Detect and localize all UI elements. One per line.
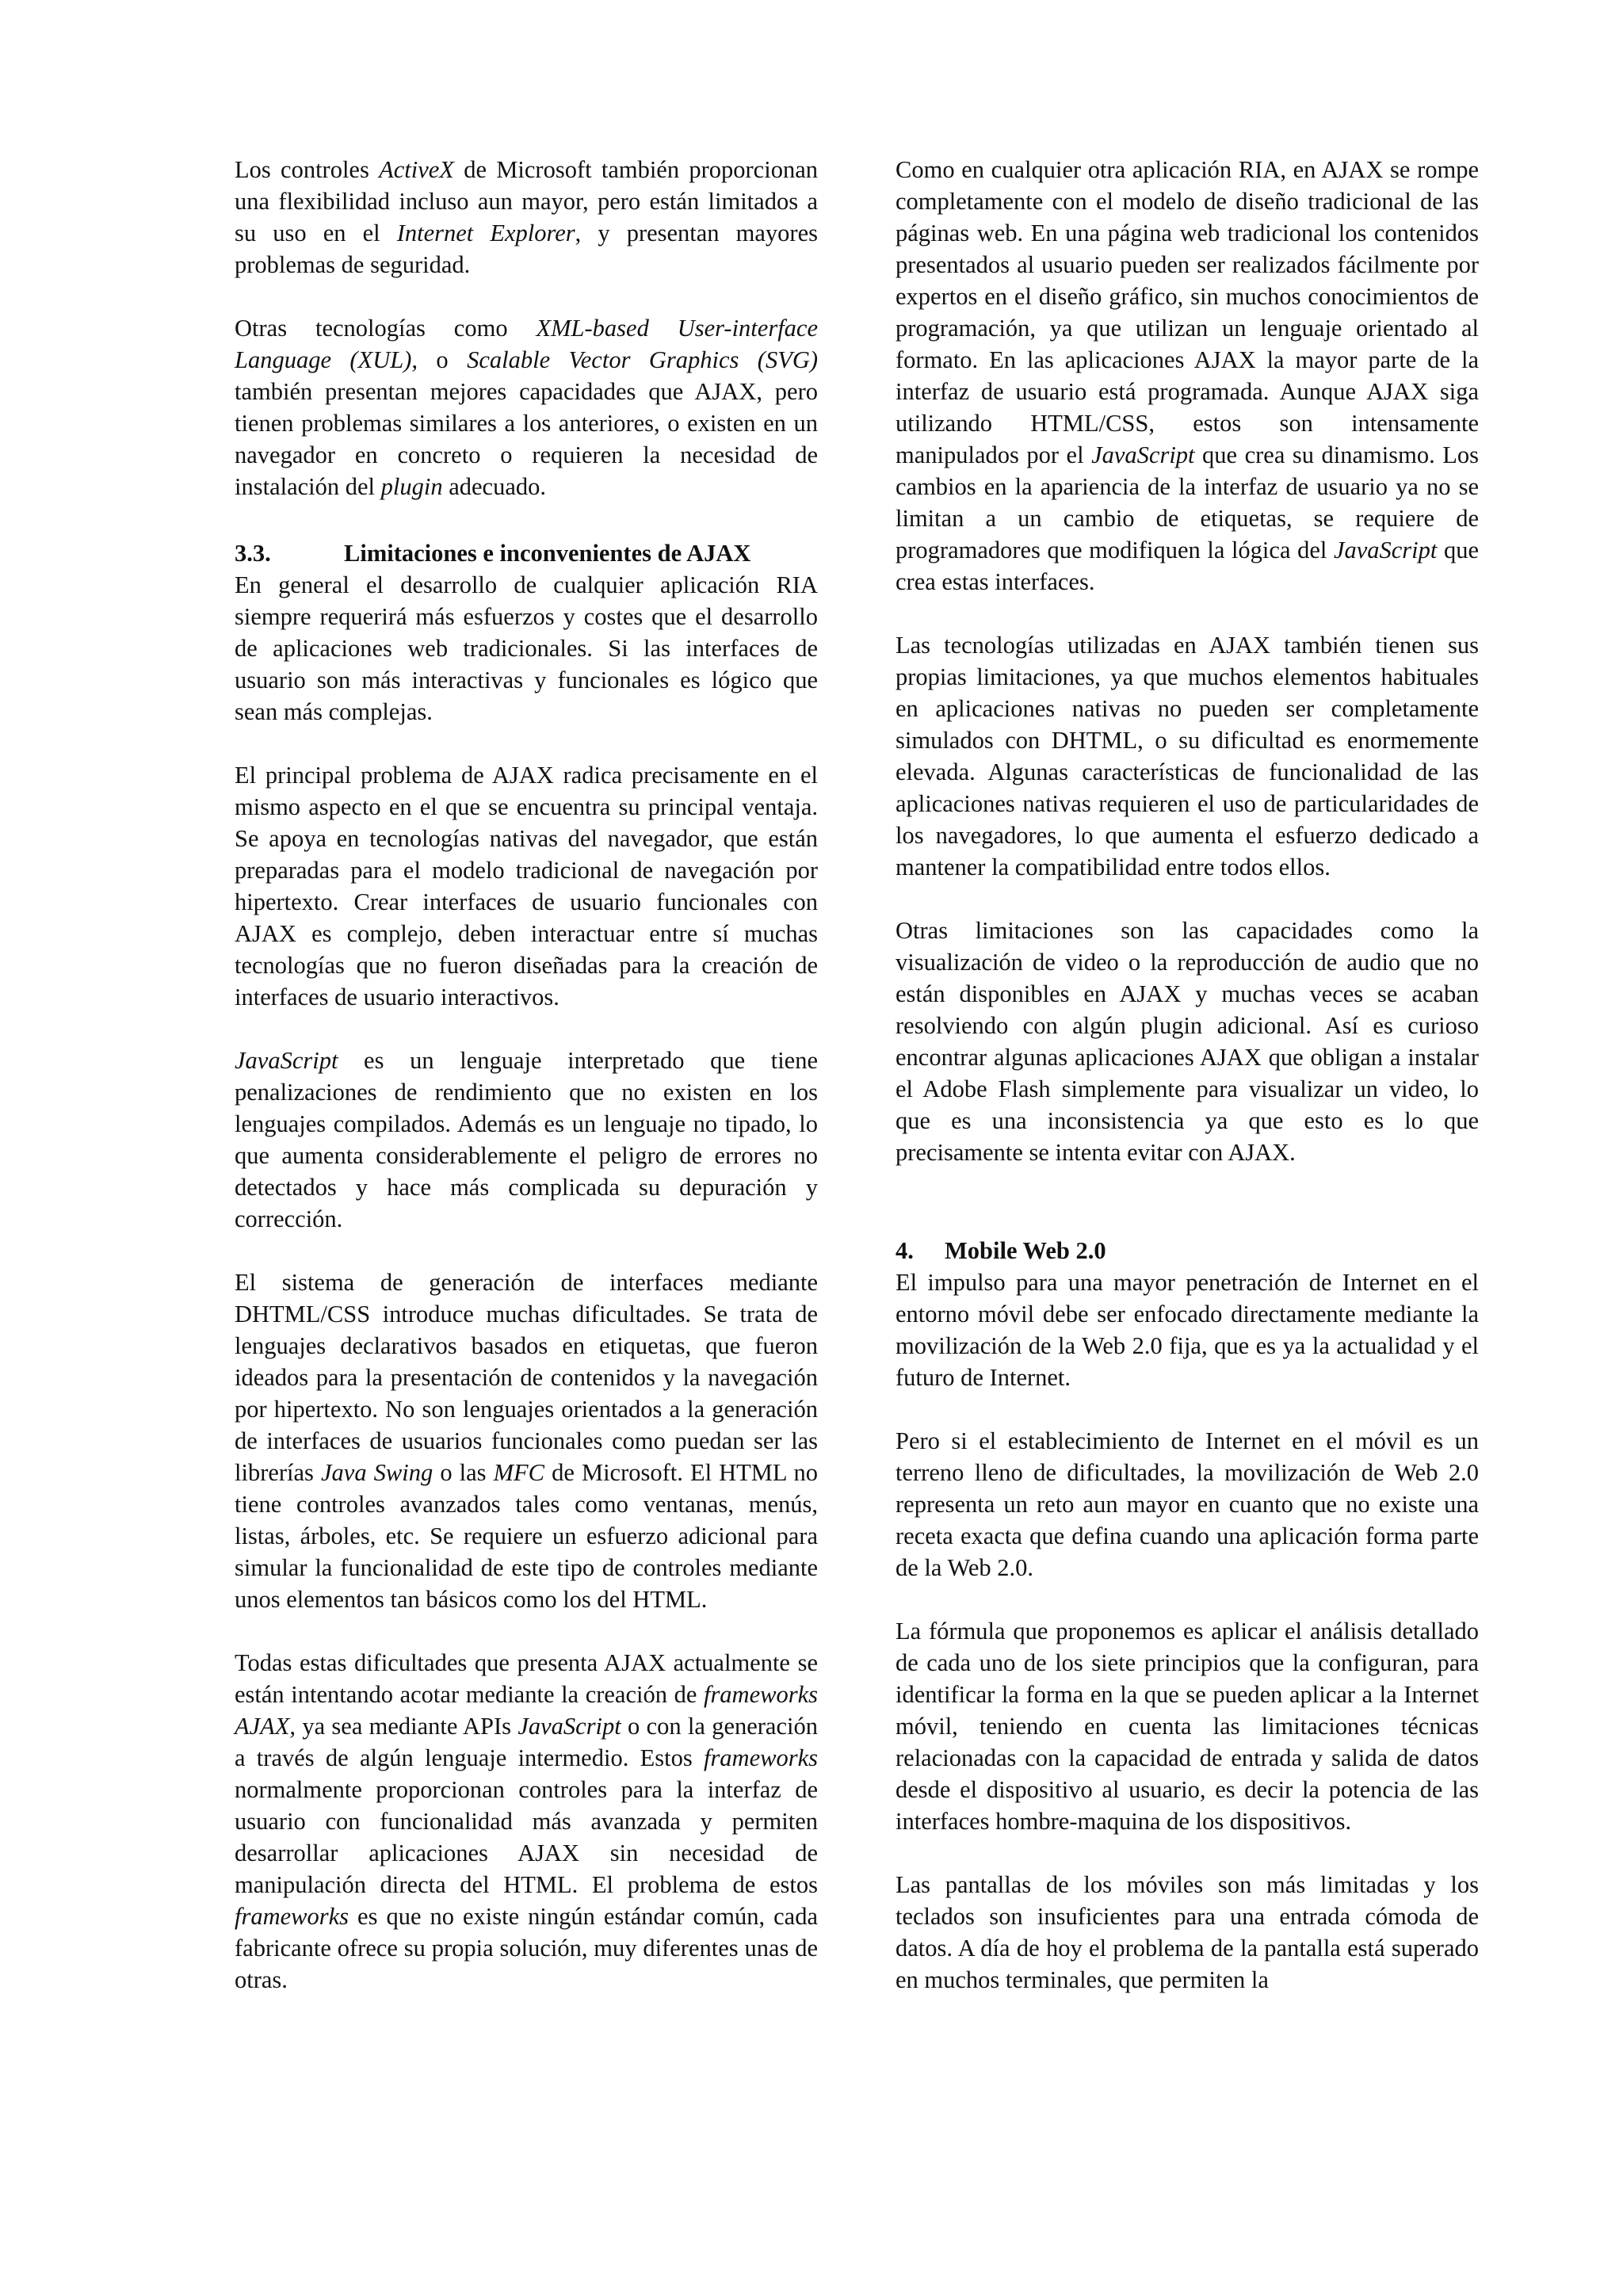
italic-term: JavaScript xyxy=(517,1713,621,1740)
italic-term: ActiveX xyxy=(379,156,454,183)
section-title: Limitaciones e inconvenientes de AJAX xyxy=(344,540,751,567)
italic-term: Scalable Vector Graphics (SVG) xyxy=(467,346,819,373)
paragraph: El sistema de generación de interfaces mediante DHTML/CSS introduce muchas dificultades. Se trata de lenguajes declarativos basados en etiquetas, que fueron ideados para la presentación de contenidos y la navegación por hipertexto. No son lenguajes orientados a la generación de interfaces de usuarios funcionales como puedan ser las librerías Java Swing o las MFC de Microsoft. El HTML no tiene controles avanzados tales como ventanas, menús, listas, árboles, etc. Se requiere un esfuerzo adicional para simular la funcionalidad de este tipo de controles mediante unos elementos tan básicos como los del HTML. xyxy=(235,1269,818,1613)
paragraph: Todas estas dificultades que presenta AJAX actualmente se están intentando acotar mediante la creación de frameworks AJAX, ya sea mediante APIs JavaScript o con la generación a través de algún lenguaje intermedio. Estos frameworks normalmente proporcionan controles para la interfaz de usuario con funcionalidad más avanzada y permiten desarrollar aplicaciones AJAX sin necesidad de manipulación directa del HTML. El problema de estos frameworks es que no existe ningún estándar común, cada fabricante ofrece su propia solución, muy diferentes unas de otras. xyxy=(235,1649,818,1993)
section-number: 3.3. xyxy=(235,540,271,567)
paragraph: La fórmula que proponemos es aplicar el análisis detallado de cada uno de los siete principios que la configuran, para identificar la forma en la que se pueden aplicar a la Internet móvil, teniendo en cuenta las limitaciones técnicas relacionadas con la capacidad de entrada y salida de datos desde el dispositivo al usuario, es decir la potencia de las interfaces hombre-maquina de los dispositivos. xyxy=(896,1618,1479,1835)
paragraph: El principal problema de AJAX radica precisamente en el mismo aspecto en el que se encuentra su principal ventaja. Se apoya en tecnologías nativas del navegador, que están preparadas para el modelo tradicional de navegación por hipertexto. Crear interfaces de usuario funcionales con AJAX es complejo, deben interactuar entre sí muchas tecnologías que no fueron diseñadas para la creación de interfaces de usuario interactivos. xyxy=(235,762,818,1010)
left-column xyxy=(235,154,818,1996)
right-column xyxy=(896,154,1479,1996)
paragraph: Las tecnologías utilizadas en AJAX también tienen sus propias limitaciones, ya que muchos elementos habituales en aplicaciones nativas no pueden ser completamente simulados con DHTML, o su dificultad es enormemente elevada. Algunas características de funcionalidad de las aplicaciones nativas requieren el uso de particularidades de los navegadores, lo que aumenta el esfuerzo dedicado a mantener la compatibilidad entre todos ellos. xyxy=(896,632,1479,881)
section-number: 4. xyxy=(896,1237,914,1264)
section-heading-4 xyxy=(896,1235,1479,1266)
section-heading-3-3 xyxy=(235,537,818,569)
paragraph: El impulso para una mayor penetración de Internet en el entorno móvil debe ser enfocado directamente mediante la movilización de la Web 2.0 fija, que es ya la actualidad y el futuro de Internet. xyxy=(896,1269,1479,1391)
paragraph: Como en cualquier otra aplicación RIA, en AJAX se rompe completamente con el modelo de diseño tradicional de las páginas web. En una página web tradicional los contenidos presentados al usuario pueden ser realizados fácilmente por expertos en el diseño gráfico, sin muchos conocimientos de programación, ya que utilizan un lenguaje orientado al formato. En las aplicaciones AJAX la mayor parte de la interfaz de usuario está programada. Aunque AJAX siga utilizando HTML/CSS, estos son intensamente manipulados por el JavaScript que crea su dinamismo. Los cambios en la apariencia de la interfaz de usuario ya no se limitan a un cambio de etiquetas, se requiere de programadores que modifiquen la lógica del JavaScript que crea estas interfaces. xyxy=(896,156,1480,595)
paragraph: Otras limitaciones son las capacidades como la visualización de video o la reproducción de audio que no están disponibles en AJAX y muchas veces se acaban resolviendo con algún plugin adicional. Así es curioso encontrar algunas aplicaciones AJAX que obligan a instalar el Adobe Flash simplemente para visualizar un video, lo que es una inconsistencia ya que esto es lo que precisamente se intenta evitar con AJAX. xyxy=(896,917,1479,1166)
paragraph: Los controles ActiveX de Microsoft también proporcionan una flexibilidad incluso aun mayor, pero están limitados a su uso en el Internet Explorer, y presentan mayores problemas de seguridad. xyxy=(235,156,818,278)
italic-term: XML-based User-interface Language (XUL), xyxy=(235,315,818,373)
italic-term: Java Swing xyxy=(321,1459,433,1486)
italic-term: MFC xyxy=(493,1459,545,1486)
italic-term: frameworks xyxy=(703,1744,818,1771)
italic-term: JavaScript xyxy=(1091,441,1195,468)
italic-term: Internet Explorer xyxy=(396,220,575,246)
paragraph: Las pantallas de los móviles son más limitadas y los teclados son insuficientes para una entrada cómoda de datos. A día de hoy el problema de la pantalla está superado en muchos terminales, que permiten la xyxy=(896,1871,1479,1993)
paragraph: JavaScript es un lenguaje interpretado que tiene penalizaciones de rendimiento que no existen en los lenguajes compilados. Además es un lenguaje no tipado, lo que aumenta considerablemente el peligro de errores no detectados y hace más complicada su depuración y corrección. xyxy=(235,1047,818,1232)
paragraph: En general el desarrollo de cualquier aplicación RIA siempre requerirá más esfuerzos y costes que el desarrollo de aplicaciones web tradicionales. Si las interfaces de usuario son más interactivas y funcionales es lógico que sean más complejas. xyxy=(235,571,818,725)
italic-term: frameworks xyxy=(235,1903,349,1930)
italic-term: frameworks AJAX, xyxy=(235,1681,818,1740)
paragraph: Pero si el establecimiento de Internet en el móvil es un terreno lleno de dificultades, la movilización de Web 2.0 representa un reto aun mayor en cuanto que no existe una receta exacta que defina cuando una aplicación forma parte de la Web 2.0. xyxy=(896,1427,1479,1581)
italic-term: JavaScript xyxy=(1333,537,1438,563)
italic-term: plugin xyxy=(380,473,443,500)
section-title: Mobile Web 2.0 xyxy=(945,1237,1106,1264)
paragraph: Otras tecnologías como XML-based User-interface Language (XUL), o Scalable Vector Graphics (SVG) también presentan mejores capacidades que AJAX, pero tienen problemas similares a los anteriores, o existen en un navegador en concreto o requieren la necesidad de instalación del plugin adecuado. xyxy=(235,315,819,500)
italic-term: JavaScript xyxy=(235,1047,338,1074)
